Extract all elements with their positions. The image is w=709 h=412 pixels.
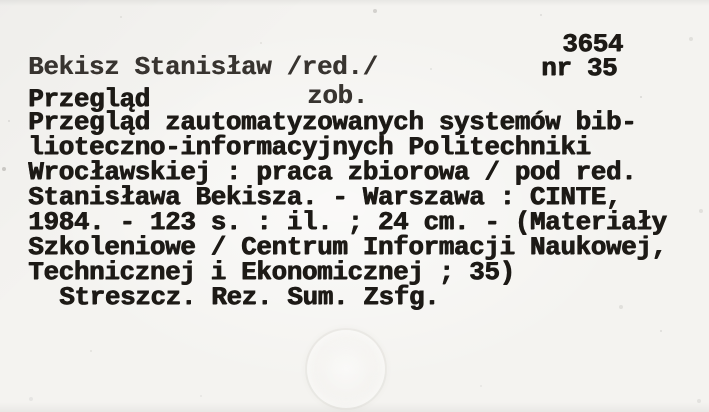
body-line: Stanisława Bekisza. - Warszawa : CINTE, bbox=[28, 182, 621, 212]
issue-number: nr 35 bbox=[541, 53, 618, 83]
scan-noise-speckles bbox=[0, 0, 2, 2]
heading-line: Bekisz Stanisław /red./ bbox=[28, 52, 378, 82]
abstract-line: Streszcz. Rez. Sum. Zsfg. bbox=[59, 282, 440, 312]
body-line: lioteczno-informacyjnych Politechniki bbox=[28, 132, 591, 162]
body-line: Przegląd zautomatyzowanych systemów bib- bbox=[28, 107, 637, 137]
body-line: Szkoleniowe / Centrum Informacji Naukowej, bbox=[28, 232, 667, 262]
body-line: 1984. - 123 s. : il. ; 24 cm. - (Materiały bbox=[28, 207, 667, 237]
embossed-stamp bbox=[305, 328, 387, 410]
cross-reference-term: Przegląd bbox=[28, 84, 150, 114]
body-line: Wrocławskiej : praca zbiorowa / pod red. bbox=[28, 157, 637, 187]
body-line: Technicznej i Ekonomicznej ; 35) bbox=[28, 257, 515, 287]
see-reference-label: zob. bbox=[307, 81, 368, 111]
catalog-number: 3654 bbox=[562, 29, 623, 59]
